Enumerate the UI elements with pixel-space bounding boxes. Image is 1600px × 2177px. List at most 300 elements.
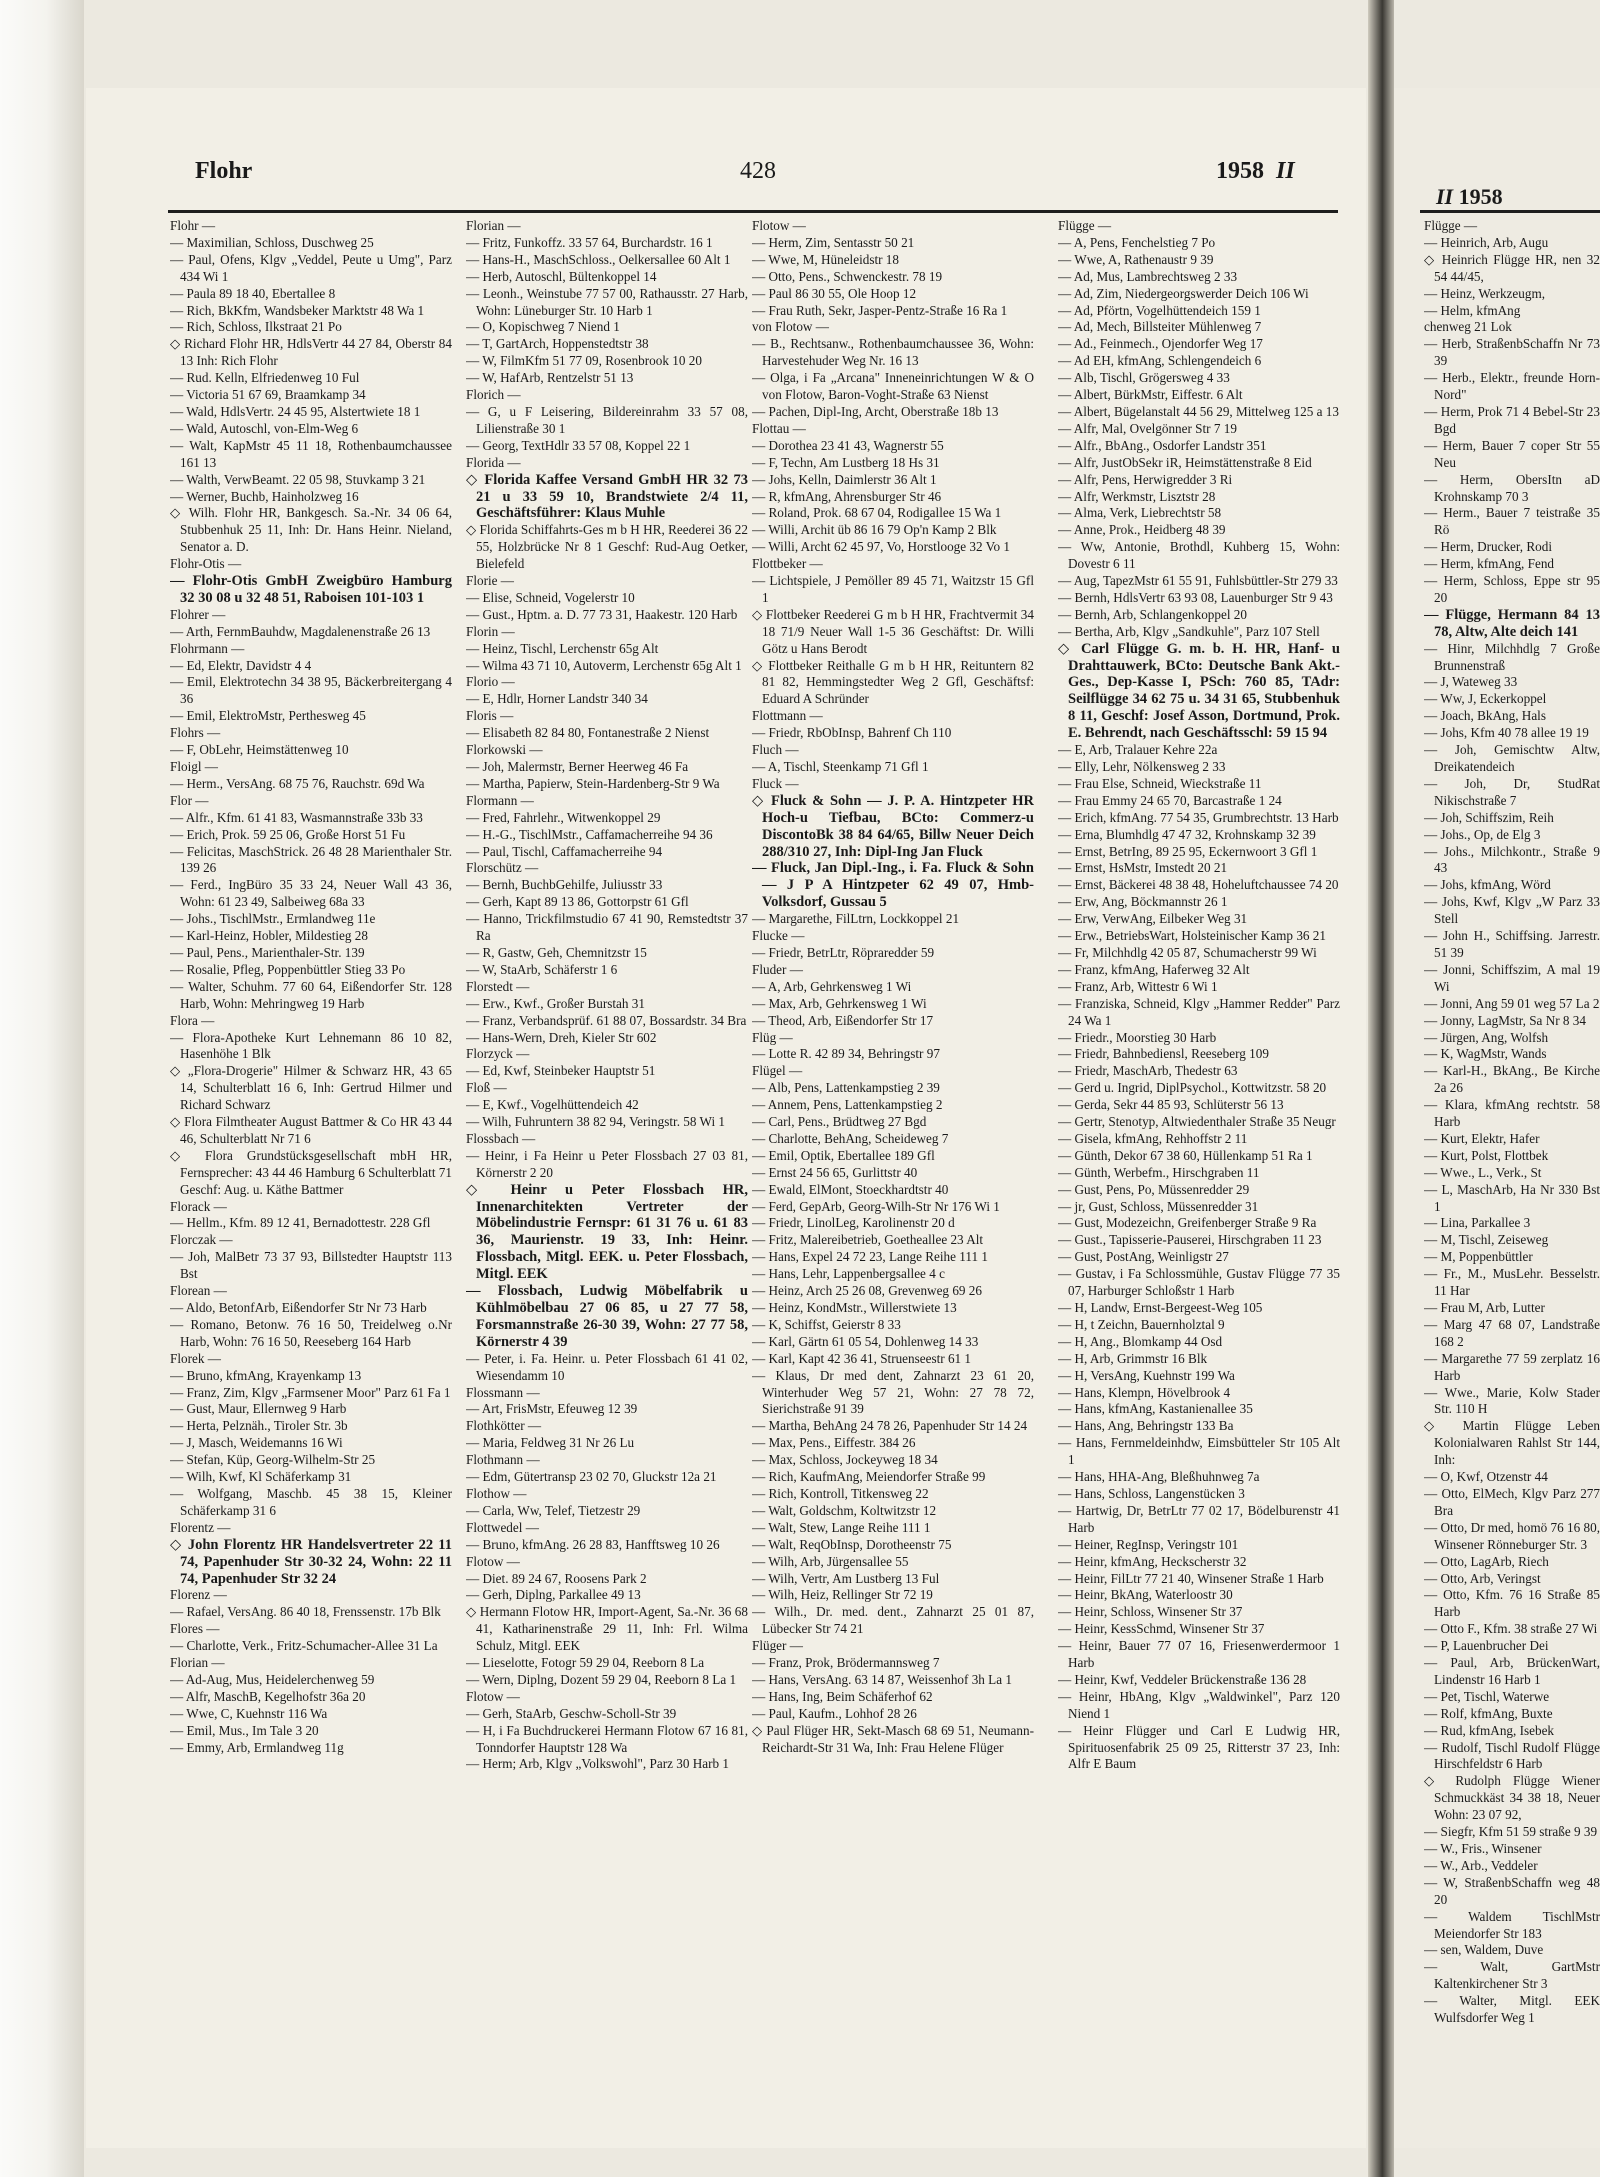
directory-entry: — Lina, Parkallee 3 <box>1424 1215 1531 1231</box>
surname-heading: Florian — <box>170 1655 225 1671</box>
directory-entry: — Hans, kfmAng, Kastanienallee 35 <box>1058 1401 1253 1417</box>
surname-heading: Flüg — <box>752 1029 793 1045</box>
directory-entry: ◇ Flora Filmtheater August Battmer & Co HR 43 44 46, Schulterblatt Nr 71 6 <box>170 1114 452 1146</box>
directory-entry: — Karl, Kapt 42 36 41, Struenseestr 61 1 <box>752 1350 972 1366</box>
directory-entry: — Werner, Buchb, Hainholzweg 16 <box>170 488 359 504</box>
directory-entry: — E, Arb, Tralauer Kehre 22a <box>1058 742 1218 758</box>
directory-entry: — W, StaArb, Schäferstr 1 6 <box>466 961 618 977</box>
directory-entry: — Herm., Bauer 7 teistraße 35 Rö <box>1424 505 1600 538</box>
directory-entry: — Martha, BehAng 24 78 26, Papenhuder Str 14 24 <box>752 1418 1028 1434</box>
surname-heading: Flothmann — <box>466 1452 540 1468</box>
directory-entry: — Friedr, RbObInsp, Bahrenf Ch 110 <box>752 725 952 741</box>
directory-entry: — Hans, Ang, Behringstr 133 Ba <box>1058 1418 1234 1434</box>
page-number: 428 <box>740 158 776 184</box>
directory-entry: — Heinz, Werkzeugm, <box>1424 285 1546 301</box>
directory-entry: — Lieselotte, Fotogr 59 29 04, Reeborn 8 La <box>466 1655 705 1671</box>
surname-heading: Flores — <box>170 1621 220 1637</box>
directory-entry: — Erna, Blumhdlg 47 47 32, Krohnskamp 32 39 <box>1058 826 1316 842</box>
directory-entry: — Martha, Papierw, Stein-Hardenberg-Str 9 Wa <box>466 775 720 791</box>
directory-entry: — Erw., BetriebsWart, Holsteinischer Kamp 36 21 <box>1058 928 1326 944</box>
directory-entry: — Heinz, Tischl, Lerchenstr 65g Alt <box>466 640 659 656</box>
directory-entry: — Heinr, FilLtr 77 21 40, Winsener Straße 1 Harb <box>1058 1570 1324 1586</box>
directory-entry: — Emil, Mus., Im Tale 3 20 <box>170 1722 319 1738</box>
surname-heading: Flohr — <box>170 218 216 233</box>
directory-entry: — Friedr, MaschArb, Thedestr 63 <box>1058 1063 1238 1079</box>
directory-entry: — Gerda, Sekr 44 85 93, Schlüterstr 56 13 <box>1058 1097 1284 1113</box>
directory-entry: — O, Kwf, Otzenstr 44 <box>1424 1469 1548 1485</box>
directory-entry: — Rudolf, Tischl Rudolf Flügge Hirschfeldstr 6 Harb <box>1424 1739 1600 1772</box>
directory-entry: ◇ Florida Schiffahrts-Ges m b H HR, Reederei 36 22 55, Holzbrücke Nr 8 1 Geschf: Rud-Aug Oetker, Bielefeld <box>466 522 748 572</box>
surname-heading: Florich — <box>466 387 521 403</box>
directory-entry: — Margarethe, FilLtrn, Lockkoppel 21 <box>752 911 960 927</box>
surname-heading: Florstedt — <box>466 978 530 994</box>
directory-entry: — Frau Emmy 24 65 70, Barcastraße 1 24 <box>1058 792 1282 808</box>
directory-entry: — Alfr., Kfm. 61 41 83, Wasmannstraße 33b 33 <box>170 809 423 825</box>
directory-entry: — Johs, Kelln, Daimlerstr 36 Alt 1 <box>752 471 937 487</box>
directory-entry: — G, u F Leisering, Bildereinrahm 33 57 08, Lilienstraße 30 1 <box>466 403 748 436</box>
directory-entry: — Edm, Gütertransp 23 02 70, Gluckstr 12a 21 <box>466 1469 717 1485</box>
directory-entry: ◇ Rudolph Flügge Wiener Schmuckkäst 34 38 18, Neuer Wohn: 23 07 92, <box>1424 1773 1600 1823</box>
directory-entry: — Johs, Kfm 40 78 allee 19 19 <box>1424 725 1589 741</box>
directory-entry: — H, Landw, Ernst-Bergeest-Weg 105 <box>1058 1300 1263 1315</box>
directory-entry: — Alfr., BbAng., Osdorfer Landstr 351 <box>1058 437 1267 453</box>
directory-entry: — W., Fris., Winsener <box>1424 1841 1542 1856</box>
directory-entry: — Art, FrisMstr, Efeuweg 12 39 <box>466 1401 638 1417</box>
directory-entry: — Gerd u. Ingrid, DiplPsychol., Kottwitzstr. 58 20 <box>1058 1080 1327 1096</box>
directory-entry: — Pet, Tischl, Waterwe <box>1424 1688 1550 1704</box>
directory-entry: — Lotte R. 42 89 34, Behringstr 97 <box>752 1046 940 1062</box>
directory-entry: — Herb, Autoschl, Bültenkoppel 14 <box>466 268 657 284</box>
surname-heading: Flohr-Otis — <box>170 556 242 572</box>
directory-entry: — Wilh, Fuhruntern 38 82 94, Veringstr. 58 Wi 1 <box>466 1114 726 1130</box>
directory-entry: — Günth, Werbefm., Hirschgraben 11 <box>1058 1164 1260 1180</box>
directory-entry: — Emil, Elektrotechn 34 38 95, Bäckerbreitergang 4 36 <box>170 674 452 707</box>
directory-entry: — J, Wateweg 33 <box>1424 674 1518 690</box>
surname-heading: Flügge — <box>1058 218 1112 233</box>
surname-heading: Flotow — <box>466 1553 520 1569</box>
directory-entry: — Rich, BkKfm, Wandsbeker Marktstr 48 Wa 1 <box>170 302 425 318</box>
directory-entry: — Stefan, Küp, Georg-Wilhelm-Str 25 <box>170 1452 376 1468</box>
directory-entry: — Maria, Feldweg 31 Nr 26 Lu <box>466 1435 635 1451</box>
directory-entry: — Alma, Verk, Liebrechtstr 58 <box>1058 505 1222 521</box>
directory-entry: — Ferd., IngBüro 35 33 24, Neuer Wall 43 36, Wohn: 61 23 49, Salbeiweg 68a 33 <box>170 877 452 910</box>
directory-entry: — Maximilian, Schloss, Duschweg 25 <box>170 234 374 250</box>
directory-entry: — Olga, i Fa „Arcana" Inneneinrichtungen W & O von Flotow, Baron-Voght-Straße 63 Nienst <box>752 370 1034 403</box>
surname-heading: Flothkötter — <box>466 1418 542 1434</box>
directory-entry: — Hartwig, Dr, BetrLtr 77 02 17, Bödelburenstr 41 Harb <box>1058 1502 1340 1535</box>
directory-entry: — Franz, Zim, Klgv „Farmsener Moor" Parz 61 Fa 1 <box>170 1384 451 1400</box>
directory-entry: — Paul 86 30 55, Ole Hoop 12 <box>752 285 917 301</box>
directory-entry: — Johs, Kwf, Klgv „W Parz 33 Stell <box>1424 894 1600 927</box>
directory-entry: — jr, Gust, Schloss, Müssenredder 31 <box>1058 1198 1259 1214</box>
directory-entry: — Alfr, Mal, Ovelgönner Str 7 19 <box>1058 420 1237 436</box>
surname-heading: Floris — <box>466 708 514 724</box>
directory-entry: — Joh, MalBetr 73 37 93, Billstedter Hauptstr 113 Bst <box>170 1249 452 1282</box>
directory-entry: — W, HafArb, Rentzelstr 51 13 <box>466 370 634 386</box>
directory-entry: — Kurt, Elektr, Hafer <box>1424 1130 1540 1146</box>
directory-entry: — Wilh, Heiz, Rellinger Str 72 19 <box>752 1587 933 1603</box>
directory-entry: — Jonni, Ang 59 01 weg 57 La 2 <box>1424 995 1600 1011</box>
surname-heading: Flothow — <box>466 1485 527 1501</box>
directory-entry: ◇ „Flora-Drogerie" Hilmer & Schwarz HR, 43 65 14, Schulterblatt 16 6, Inh: Gertrud Hilmer und Richard Schwarz <box>170 1063 452 1113</box>
directory-entry: — Franz, Prok, Brödermannsweg 7 <box>752 1655 940 1671</box>
directory-entry: — Joh, Malermstr, Berner Heerweg 46 Fa <box>466 759 689 774</box>
book-spine-shadow <box>1368 0 1394 2177</box>
directory-entry: — Gisela, kfmAng, Rehhoffstr 2 11 <box>1058 1130 1248 1146</box>
directory-entry: — Ww, Antonie, Brothdl, Kuhberg 15, Wohn: Dovestr 6 11 <box>1058 539 1340 572</box>
directory-entry: — Rosalie, Pfleg, Poppenbüttler Stieg 33 Po <box>170 961 406 977</box>
directory-entry: — Erw, VerwAng, Eilbeker Weg 31 <box>1058 911 1248 927</box>
directory-entry: — Theod, Arb, Eißendorfer Str 17 <box>752 1012 934 1028</box>
directory-entry: — Klara, kfmAng rechtstr. 58 Harb <box>1424 1097 1600 1130</box>
directory-entry: — Friedr, BetrLtr, Röpraredder 59 <box>752 944 935 960</box>
right-volume: II <box>1436 184 1454 209</box>
directory-entry: — Hellm., Kfm. 89 12 41, Bernadottestr. 228 Gfl <box>170 1215 431 1231</box>
directory-entry: — Johs., Milchkontr., Straße 9 43 <box>1424 843 1600 876</box>
surname-heading: Florie — <box>466 573 514 589</box>
directory-entry: ◇ John Florentz HR Handelsvertreter 22 11 74, Papenhuder Str 30-32 24, Wohn: 22 11 74, Papenhuder Str 32 24 <box>170 1536 452 1587</box>
directory-entry: — F, Techn, Am Lustberg 18 Hs 31 <box>752 454 940 470</box>
directory-entry: — Gust, Pens, Po, Müssenredder 29 <box>1058 1181 1250 1197</box>
directory-entry: — P, Lauenbrucher Dei <box>1424 1638 1549 1654</box>
directory-entry: — Jonni, Schiffszim, A mal 19 Wi <box>1424 961 1600 994</box>
directory-entry: — Heinr, Bauer 77 07 16, Friesenwerdermoor 1 Harb <box>1058 1638 1340 1671</box>
directory-entry: — H, Ang., Blomkamp 44 Osd <box>1058 1333 1223 1349</box>
directory-entry: — Gustav, i Fa Schlossmühle, Gustav Flügge 77 35 07, Harburger Schloßstr 1 Harb <box>1058 1266 1340 1299</box>
directory-entry: — Helm, kfmAng <box>1424 302 1521 318</box>
directory-entry: — Wolfgang, Maschb. 45 38 15, Kleiner Schäferkamp 31 6 <box>170 1485 452 1518</box>
directory-entry: — Gust., Hptm. a. D. 77 73 31, Haakestr. 120 Harb <box>466 606 738 622</box>
directory-entry: — Annem, Pens, Lattenkampstieg 2 <box>752 1097 943 1113</box>
directory-entry: — Hans, Lehr, Lappenbergsallee 4 c <box>752 1266 945 1282</box>
directory-entry: — Frau Ruth, Sekr, Jasper-Pentz-Straße 16 Ra 1 <box>752 302 1008 318</box>
directory-entry: ◇ Heinr u Peter Flossbach HR, Innenarchitekten Vertreter der Möbelindustrie Fernspr: 61 31 76 u. 61 83 36, Maurienstr. 19 33, Inh: Heinr. Flossbach, Mitgl. EEK. u. Peter Flossbach, Mitgl. EEK <box>466 1181 748 1283</box>
directory-entry: — Alb, Pens, Lattenkampstieg 2 39 <box>752 1080 940 1096</box>
directory-entry: ◇ Florida Kaffee Versand GmbH HR 32 73 21 u 33 59 10, Brandstwiete 2/4 11, Geschäftsführer: Klaus Muhle <box>466 471 748 522</box>
directory-entry: — Otto F., Kfm. 38 straße 27 Wi <box>1424 1621 1598 1637</box>
directory-entry: — Ad-Aug, Mus, Heidelerchenweg 59 <box>170 1671 375 1687</box>
directory-entry: — Wwe, M, Hüneleidstr 18 <box>752 251 899 267</box>
surname-heading: Flohrs — <box>170 725 221 741</box>
directory-entry: — Aldo, BetonfArb, Eißendorfer Str Nr 73 Harb <box>170 1300 427 1315</box>
directory-entry: — Bernh, Arb, Schlangenkoppel 20 <box>1058 606 1247 622</box>
directory-entry: — Herm, Bauer 7 coper Str 55 Neu <box>1424 437 1600 470</box>
header-rule <box>168 210 1338 213</box>
directory-entry: — Rolf, kfmAng, Buxte <box>1424 1705 1553 1721</box>
directory-entry: — Hans, Fernmeldeinhdw, Eimsbütteler Str 105 Alt 1 <box>1058 1435 1340 1468</box>
book-binding-edge <box>0 0 84 2177</box>
surname-heading: Florio — <box>466 674 515 690</box>
directory-entry: — Charlotte, BehAng, Scheideweg 7 <box>752 1130 949 1146</box>
surname-heading: Florek — <box>170 1350 221 1366</box>
directory-entry: — Frau M, Arb, Lutter <box>1424 1300 1545 1315</box>
directory-entry: — A, Arb, Gehrkensweg 1 Wi <box>752 978 912 994</box>
directory-entry: — Willi, Archit üb 86 16 79 Op'n Kamp 2 Blk <box>752 522 997 538</box>
surname-heading: Florkowski — <box>466 742 543 758</box>
directory-entry: — Paul, Ofens, Klgv „Veddel, Peute u Umg", Parz 434 Wi 1 <box>170 251 452 284</box>
directory-entry: ◇ Fluck & Sohn — J. P. A. Hintzpeter HR Hoch-u Tiefbau, BCto: Commerz-u DiscontoBk 38 84 64/65, Billw Neuer Deich 288/310 27, Inh: Dipl-Ing Jan Fluck <box>752 792 1034 860</box>
directory-entry: — Rud, kfmAng, Isebek <box>1424 1722 1555 1738</box>
directory-entry: — H, VersAng, Kuehnstr 199 Wa <box>1058 1367 1235 1383</box>
directory-entry: — Rich, Kontroll, Titkensweg 22 <box>752 1485 929 1501</box>
surname-heading: Flotow — <box>466 1688 520 1704</box>
directory-entry: — Otto, LagArb, Riech <box>1424 1553 1549 1569</box>
directory-entry: — Gertr, Stenotyp, Altwiedenthaler Straße 35 Neugr <box>1058 1114 1336 1130</box>
directory-entry: — L, MaschArb, Ha Nr 330 Bst 1 <box>1424 1181 1600 1214</box>
directory-entry: — Günth, Dekor 67 38 60, Hüllenkamp 51 Ra 1 <box>1058 1147 1313 1163</box>
directory-entry: — Wilma 43 71 10, Autoverm, Lerchenstr 65g Alt 1 <box>466 657 742 673</box>
directory-entry: — Hinr, Milchhdlg 7 Große Brunnenstraß <box>1424 640 1600 673</box>
surname-heading: Florzyck — <box>466 1046 530 1062</box>
directory-entry: — F, ObLehr, Heimstättenweg 10 <box>170 742 349 758</box>
directory-entry: — Otto, Kfm. 76 16 Straße 85 Harb <box>1424 1587 1600 1620</box>
directory-entry: — E, Hdlr, Horner Landstr 340 34 <box>466 691 648 707</box>
directory-entry: — Fr., M., MusLehr. Besselstr. 11 Har <box>1424 1266 1600 1299</box>
directory-entry: — Ed, Kwf, Steinbeker Hauptstr 51 <box>466 1063 656 1079</box>
directory-column-3 <box>752 218 1034 2138</box>
directory-entry: — H, i Fa Buchdruckerei Hermann Flotow 67 16 81, Tonndorfer Hauptstr 128 Wa <box>466 1722 748 1755</box>
directory-entry: ◇ Flottbeker Reithalle G m b H HR, Reituntern 82 81 82, Hemmingstedter Weg 2 Gfl, Geschäftsf: Eduard A Schründer <box>752 657 1034 707</box>
directory-entry: — Herb., Elektr., freunde Horn-Nord" <box>1424 370 1600 403</box>
directory-entry: — Charlotte, Verk., Fritz-Schumacher-Allee 31 La <box>170 1638 438 1654</box>
directory-entry: — Fred, Fahrlehr., Witwenkoppel 29 <box>466 809 661 825</box>
directory-entry: — Paul, Pens., Marienthaler-Str. 139 <box>170 944 365 960</box>
directory-entry: — K, WagMstr, Wands <box>1424 1046 1547 1062</box>
directory-entry: — Franziska, Schneid, Klgv „Hammer Redder" Parz 24 Wa 1 <box>1058 995 1340 1028</box>
directory-column-2 <box>466 218 748 2138</box>
directory-entry: — Wwe, C, Kuehnstr 116 Wa <box>170 1705 328 1721</box>
surname-heading: Flossmann — <box>466 1384 540 1400</box>
directory-entry: — Hans, Klempn, Hövelbrook 4 <box>1058 1384 1231 1400</box>
directory-entry: — Fritz, Malereibetrieb, Goetheallee 23 Alt <box>752 1232 984 1248</box>
directory-entry: — Max, Pens., Eiffestr. 384 26 <box>752 1435 916 1451</box>
directory-entry: — Karl-Heinz, Hobler, Mildestieg 28 <box>170 928 368 944</box>
directory-entry: — Walt, Stew, Lange Reihe 111 1 <box>752 1519 931 1535</box>
surname-heading: Flügel — <box>752 1063 803 1079</box>
directory-entry: — Elise, Schneid, Vogelerstr 10 <box>466 589 635 605</box>
directory-entry: — Ww, J, Eckerkoppel <box>1424 691 1547 707</box>
surname-heading: Flotow — <box>752 218 806 233</box>
surname-heading: Floß — <box>466 1080 507 1096</box>
surname-heading: Florack — <box>170 1198 227 1214</box>
directory-entry: — Ed, Elektr, Davidstr 4 4 <box>170 657 312 673</box>
directory-entry: — Friedr., Moorstieg 30 Harb <box>1058 1029 1217 1045</box>
directory-entry: — Jürgen, Ang, Wolfsh <box>1424 1029 1549 1045</box>
directory-entry: — Paula 89 18 40, Ebertallee 8 <box>170 285 336 301</box>
directory-entry: — Walter, Mitgl. EEK Wulfsdorfer Weg 1 <box>1424 1993 1600 2026</box>
directory-entry: — Carl, Pens., Brüdtweg 27 Bgd <box>752 1114 927 1130</box>
directory-entry: — Hans, Schloss, Langenstücken 3 <box>1058 1485 1245 1501</box>
surname-heading: Flügge — <box>1424 218 1478 233</box>
directory-entry: ◇ Paul Flüger HR, Sekt-Masch 68 69 51, Neumann-Reichardt-Str 31 Wa, Inh: Frau Helene Flüger <box>752 1722 1034 1755</box>
directory-entry: — Emil, ElektroMstr, Perthesweg 45 <box>170 708 366 724</box>
directory-entry: — W, StraßenbSchaffn weg 48 20 <box>1424 1874 1600 1907</box>
surname-heading: Flormann — <box>466 792 534 808</box>
directory-entry: — Hans, VersAng. 63 14 87, Weissenhof 3h La 1 <box>752 1671 1012 1687</box>
surname-heading: Flüger — <box>752 1638 803 1654</box>
directory-entry: — Herm, kfmAng, Fend <box>1424 556 1555 572</box>
directory-entry: — O, Kopischweg 7 Niend 1 <box>466 319 620 335</box>
directory-entry: — Alfr, Pens, Herwigredder 3 Ri <box>1058 471 1233 487</box>
directory-entry: — Joh, Dr, StudRat Nikischstraße 7 <box>1424 775 1600 808</box>
surname-heading: von Flotow — <box>752 319 829 335</box>
directory-entry: — Aug, TapezMstr 61 55 91, Fuhlsbüttler-Str 279 33 <box>1058 573 1338 589</box>
directory-entry: — Heinr, BkAng, Waterloostr 30 <box>1058 1587 1233 1603</box>
directory-entry: — Walt, GartMstr Kaltenkirchener Str 3 <box>1424 1959 1600 1992</box>
directory-entry: — Heinr, Kwf, Veddeler Brückenstraße 136 28 <box>1058 1671 1307 1687</box>
directory-entry: — Bruno, kfmAng. 26 28 83, Hanfftsweg 10 26 <box>466 1536 720 1552</box>
directory-entry: — A, Pens, Fenchelstieg 7 Po <box>1058 234 1216 250</box>
directory-entry: — Paul, Kaufm., Lohhof 28 26 <box>752 1705 917 1721</box>
directory-entry: — Heinr, Schloss, Winsener Str 37 <box>1058 1604 1243 1620</box>
directory-entry: — Erw., Kwf., Großer Burstah 31 <box>466 995 645 1011</box>
directory-entry: — M, Tischl, Zeiseweg <box>1424 1232 1549 1248</box>
directory-entry: — Erich, Prok. 59 25 06, Große Horst 51 Fu <box>170 826 406 842</box>
surname-heading: Floigl — <box>170 759 218 774</box>
directory-entry: ◇ Wilh. Flohr HR, Bankgesch. Sa.-Nr. 34 06 64, Stubbenhuk 25 11, Inh: Dr. Hans Heinr. Nieland, Senator a. D. <box>170 505 452 555</box>
directory-entry: — Frau Else, Schneid, Wieckstraße 11 <box>1058 775 1262 791</box>
directory-entry: — Fluck, Jan Dipl.-Ing., i. Fa. Fluck & Sohn — J P A Hintzpeter 62 49 07, Hmb-Volksdorf, Gussau 5 <box>752 860 1034 911</box>
directory-entry: — Hans-Wern, Dreh, Kieler Str 602 <box>466 1029 657 1045</box>
directory-column-4 <box>1058 218 1340 2138</box>
directory-entry: — Klaus, Dr med dent, Zahnarzt 23 61 20, Winterhuder Weg 57 21, Wohn: 27 78 72, Sierichstraße 91 39 <box>752 1367 1034 1417</box>
directory-entry: — H, Arb, Grimmstr 16 Blk <box>1058 1350 1208 1366</box>
directory-entry: — Wwe, A, Rathenaustr 9 39 <box>1058 251 1214 267</box>
directory-entry: — Waldem TischlMstr Meiendorfer Str 183 <box>1424 1908 1600 1941</box>
directory-entry: — Erw, Ang, Böckmannstr 26 1 <box>1058 894 1228 910</box>
directory-entry: — Gust., Tapisserie-Pauserei, Hirschgraben 11 23 <box>1058 1232 1322 1248</box>
directory-entry: — Heinr Flügger und Carl E Ludwig HR, Spirituosenfabrik 25 09 25, Ritterstr 37 23, Inh: Alfr E Baum <box>1058 1722 1340 1772</box>
surname-heading: Flossbach — <box>466 1130 536 1146</box>
surname-heading: Flora — <box>170 1012 215 1028</box>
directory-entry: — Emil, Optik, Ebertallee 189 Gfl <box>752 1147 935 1163</box>
directory-entry: — Ad, Zim, Niedergeorgswerder Deich 106 Wi <box>1058 285 1309 301</box>
directory-entry: — Walt, Goldschm, Koltwitzstr 12 <box>752 1502 937 1518</box>
directory-entry: — Gerh, Diplng, Parkallee 49 13 <box>466 1587 641 1603</box>
directory-entry: — Ernst, Bäckerei 48 38 48, Hoheluftchaussee 74 20 <box>1058 877 1339 893</box>
directory-entry: — Joh, Schiffszim, Reih <box>1424 809 1554 825</box>
directory-entry: — Bruno, kfmAng, Krayenkamp 13 <box>170 1367 362 1383</box>
surname-heading: Florean — <box>170 1283 227 1299</box>
directory-entry: — Diet. 89 24 67, Roosens Park 2 <box>466 1570 647 1586</box>
directory-entry: — Herm, ObersItn aD Krohnskamp 70 3 <box>1424 471 1600 504</box>
directory-entry: — Herm, Zim, Sentasstr 50 21 <box>752 234 915 250</box>
directory-entry: — Ernst, BetrIng, 89 25 95, Eckernwoort 3 Gfl 1 <box>1058 843 1318 859</box>
directory-entry: — Hans, HHA-Ang, Bleßhuhnweg 7a <box>1058 1469 1260 1485</box>
directory-entry: — Hanno, Trickfilmstudio 67 41 90, Remstedtstr 37 Ra <box>466 911 748 944</box>
directory-entry: — Wilh, Vertr, Am Lustberg 13 Ful <box>752 1570 940 1586</box>
surname-heading: Florschütz — <box>466 860 539 876</box>
directory-entry: — Franz, Verbandsprüf. 61 88 07, Bossardstr. 34 Bra <box>466 1012 747 1028</box>
directory-entry: — Heinz, Arch 25 26 08, Grevenweg 69 26 <box>752 1283 982 1299</box>
directory-entry: — Wilh, Arb, Jürgensallee 55 <box>752 1553 909 1569</box>
directory-entry: — Joh, Gemischtw Altw, Dreikatendeich <box>1424 742 1600 774</box>
directory-column-1 <box>170 218 452 2138</box>
directory-entry: — Siegfr, Kfm 51 59 straße 9 39 <box>1424 1824 1598 1840</box>
surname-heading: Flohrmann — <box>170 640 245 656</box>
directory-entry: — Albert, Bügelanstalt 44 56 29, Mittelweg 125 a 13 <box>1058 403 1339 419</box>
directory-entry: — Heinr, KessSchmd, Winsener Str 37 <box>1058 1621 1265 1637</box>
surname-heading: Fluck — <box>752 775 799 791</box>
directory-entry: — Herm, Drucker, Rodi <box>1424 539 1553 555</box>
directory-entry: — Gust, Modezeichn, Greifenberger Straße 9 Ra <box>1058 1215 1317 1231</box>
directory-entry: — Otto, Pens., Schwenckestr. 78 19 <box>752 268 943 284</box>
directory-entry: — Walth, VerwBeamt. 22 05 98, Stuvkamp 3 21 <box>170 471 426 487</box>
directory-entry: — Elly, Lehr, Nölkensweg 2 33 <box>1058 759 1226 774</box>
directory-entry: — Leonh., Weinstube 77 57 00, Rathausstr. 27 Harb, Wohn: Lüneburger Str. 10 Harb 1 <box>466 285 748 318</box>
directory-entry: — Jonny, LagMstr, Sa Nr 8 34 <box>1424 1012 1586 1028</box>
surname-heading: Florentz — <box>170 1519 231 1535</box>
surname-heading: Flohrer — <box>170 606 226 622</box>
volume: II <box>1276 158 1295 184</box>
directory-entry: — Franz, kfmAng, Haferweg 32 Alt <box>1058 961 1250 977</box>
directory-entry: — Erich, kfmAng. 77 54 35, Grumbrechtstr. 13 Harb <box>1058 809 1339 825</box>
directory-entry: — Flossbach, Ludwig Möbelfabrik u Kühlmöbelbau 27 06 85, u 27 77 58, Forsmannstraße 26-30 39, Wohn: 27 77 58, Körnerstr 4 39 <box>466 1283 748 1350</box>
directory-entry: — Rich, KaufmAng, Meiendorfer Straße 99 <box>752 1469 986 1485</box>
directory-entry: — Gust, Maur, Ellernweg 9 Harb <box>170 1401 347 1417</box>
running-head-year <box>1216 158 1295 185</box>
directory-entry: — Wald, Autoschl, von-Elm-Weg 6 <box>170 420 359 436</box>
directory-entry: — Ewald, ElMont, Stoeckhardtstr 40 <box>752 1181 949 1197</box>
directory-entry: — Heinr, kfmAng, Heckscherstr 32 <box>1058 1553 1247 1569</box>
directory-entry: ◇ Carl Flügge G. m. b. H. HR, Hanf- u Drahttauwerk, BCto: Deutsche Bank Akt.-Ges., Dep-Kasse I, PSch: 760 85, TAdr: Seilflügge 34 62 75 u. 34 31 65, Stubbenhuk 8 11, Geschf: Josef Asson, Dortmund, Prok. E. Behrendt, nach Geschäftsschl: 59 15 94 <box>1058 640 1340 742</box>
directory-entry: — Heinrich, Arb, Augu <box>1424 234 1549 250</box>
directory-entry: ◇ Heinrich Flügge HR, nen 32 54 44/45, <box>1424 251 1600 284</box>
directory-entry: — Friedr, LinolLeg, Karolinenstr 20 d <box>752 1215 955 1231</box>
directory-entry: — Bertha, Arb, Klgv „Sandkuhle", Parz 107 Stell <box>1058 623 1320 639</box>
directory-entry: — Friedr, Bahnbediensl, Reeseberg 109 <box>1058 1046 1269 1062</box>
directory-entry: — Kurt, Polst, Flottbek <box>1424 1147 1549 1163</box>
directory-entry: — Hans-H., MaschSchloss., Oelkersallee 60 Alt 1 <box>466 251 731 267</box>
directory-entry: — Gerh, StaArb, Geschw-Scholl-Str 39 <box>466 1705 677 1721</box>
directory-entry: — Heinr, i Fa Heinr u Peter Flossbach 27 03 81, Körnerstr 2 20 <box>466 1147 748 1180</box>
right-header-rule <box>1420 210 1600 213</box>
directory-entry: — Johs, kfmAng, Wörd <box>1424 877 1551 893</box>
directory-entry: — Johs., Op, de Elg 3 <box>1424 826 1541 842</box>
directory-entry: — Albert, BürkMstr, Eiffestr. 6 Alt <box>1058 387 1243 403</box>
directory-entry: — Pachen, Dipl-Ing, Archt, Oberstraße 18b 13 <box>752 403 999 419</box>
directory-entry: — Herm, Schloss, Eppe str 95 20 <box>1424 573 1600 605</box>
directory-entry: — Heinz, KondMstr., Willerstwiete 13 <box>752 1300 957 1315</box>
directory-entry: — Heiner, RegInsp, Veringstr 101 <box>1058 1536 1239 1552</box>
directory-entry: — Alfr, MaschB, Kegelhofstr 36a 20 <box>170 1688 366 1704</box>
directory-entry: — sen, Waldem, Duve <box>1424 1942 1544 1958</box>
surname-heading: Fluch — <box>752 742 799 758</box>
directory-entry: — B., Rechtsanw., Rothenbaumchaussee 36, Wohn: Harvestehuder Weg Nr. 16 13 <box>752 336 1034 369</box>
directory-entry: — A, Tischl, Steenkamp 71 Gfl 1 <box>752 759 929 774</box>
directory-entry: — K, Schiffst, Geierstr 8 33 <box>752 1316 901 1332</box>
surname-heading: Flottwedel — <box>466 1519 539 1535</box>
year: 1958 <box>1216 158 1264 184</box>
directory-entry: — Max, Schloss, Jockeyweg 18 34 <box>752 1452 938 1468</box>
directory-entry: — W., Arb., Veddeler <box>1424 1857 1538 1873</box>
surname-heading: Flucke — <box>752 928 805 944</box>
directory-entry: — Ernst 24 56 65, Gurlittstr 40 <box>752 1164 918 1180</box>
directory-entry: — R, kfmAng, Ahrensburger Str 46 <box>752 488 942 504</box>
directory-entry: — Willi, Archt 62 45 97, Vo, Horstlooge 32 Vo 1 <box>752 539 1010 555</box>
directory-entry: — Flügge, Hermann 84 13 78, Altw, Alte deich 141 <box>1424 606 1600 640</box>
directory-entry: — Wilh, Kwf, Kl Schäferkamp 31 <box>170 1469 352 1485</box>
directory-entry: chenweg 21 Lok <box>1424 319 1512 335</box>
directory-entry: — Wald, HdlsVertr. 24 45 95, Alstertwiete 18 1 <box>170 403 421 419</box>
directory-entry: — Anne, Prok., Heidberg 48 39 <box>1058 522 1226 538</box>
directory-entry: — Joach, BkAng, Hals <box>1424 708 1546 724</box>
directory-column-right-page <box>1424 218 1600 2138</box>
surname-heading: Florin — <box>466 623 515 639</box>
directory-entry: — Peter, i. Fa. Heinr. u. Peter Flossbach 61 41 02, Wiesendamm 10 <box>466 1350 748 1383</box>
directory-entry: — Herb, StraßenbSchaffn Nr 73 39 <box>1424 336 1600 369</box>
directory-entry: — H.-G., TischlMstr., Caffamacherreihe 94 36 <box>466 826 713 842</box>
